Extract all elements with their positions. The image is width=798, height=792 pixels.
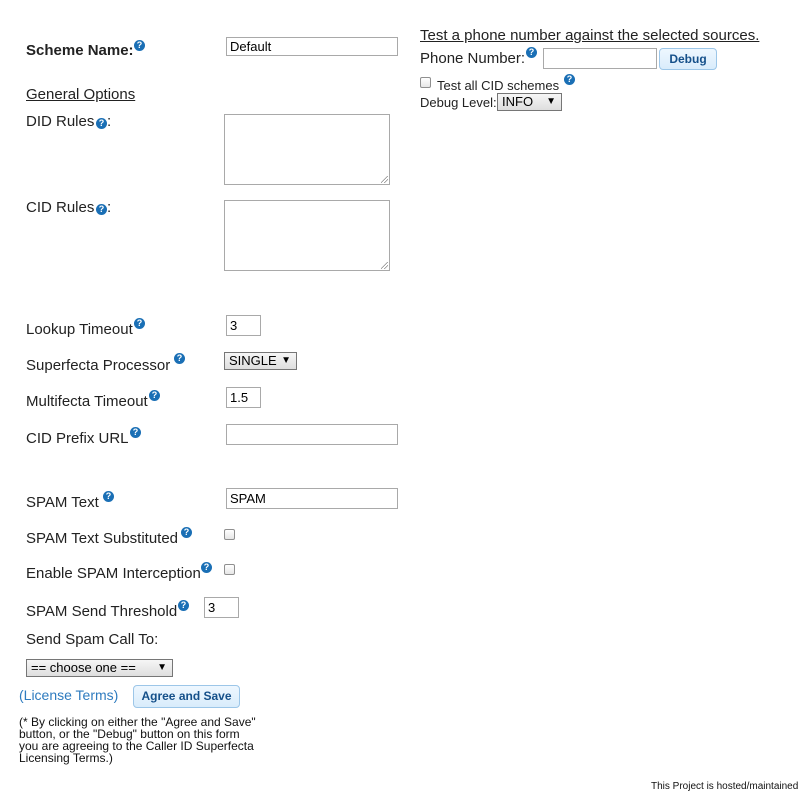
license-notice-line: Licensing Terms.) [19,751,113,765]
scheme-name-help-icon[interactable]: ? [134,40,145,51]
did-rules-label: DID Rules [26,113,95,130]
license-terms-link[interactable]: (License Terms) [19,687,119,703]
test-all-cid-help-icon[interactable]: ? [564,74,575,85]
license-notice-line: you are agreeing to the Caller ID Superfecta [19,739,254,753]
chevron-down-icon: ▼ [546,96,556,107]
multifecta-timeout-label: Multifecta Timeout [26,393,148,410]
cid-rules-textarea[interactable] [224,200,390,271]
agree-and-save-button[interactable]: Agree and Save [133,685,240,708]
did-rules-textarea-wrap[interactable] [224,114,390,185]
license-notice-line: button, or the "Debug" button on this form [19,727,240,741]
cid-rules-colon: : [107,199,112,216]
multifecta-timeout-input[interactable] [226,387,261,408]
scheme-name-label: Scheme Name: [26,42,134,59]
test-all-cid-label: Test all CID schemes [437,78,560,93]
phone-number-label: Phone Number: [420,50,526,67]
test-all-cid-checkbox[interactable] [420,77,431,88]
spam-interception-checkbox[interactable] [224,564,235,575]
cid-rules-help-icon[interactable]: ? [96,204,107,215]
phone-number-help-icon[interactable]: ? [526,47,537,58]
chevron-down-icon: ▼ [157,662,167,673]
lookup-timeout-label: Lookup Timeout [26,321,133,338]
phone-number-input[interactable] [543,48,657,69]
spam-interception-label: Enable SPAM Interception [26,565,201,582]
debug-panel-heading: Test a phone number against the selected sources. [420,27,760,44]
debug-level-label: Debug Level: [420,95,497,110]
spam-text-help-icon[interactable]: ? [103,491,114,502]
send-spam-to-select[interactable] [26,659,173,677]
spam-threshold-label: SPAM Send Threshold [26,603,178,620]
hosted-by-text: This Project is hosted/maintained [651,781,798,792]
general-options-heading: General Options [26,86,136,103]
spam-text-label: SPAM Text [26,494,99,511]
spam-text-substituted-label: SPAM Text Substituted [26,530,179,547]
multifecta-timeout-help-icon[interactable]: ? [149,390,160,401]
cid-rules-textarea-wrap[interactable] [224,200,390,271]
debug-level-value: INFO [502,94,534,109]
debug-level-select[interactable] [497,93,562,111]
lookup-timeout-input[interactable] [226,315,261,336]
superfecta-processor-help-icon[interactable]: ? [174,353,185,364]
scheme-name-input[interactable] [226,37,398,56]
resize-grip-icon[interactable] [381,176,388,183]
send-spam-to-label: Send Spam Call To: [26,631,159,648]
superfecta-processor-value: SINGLE [229,353,277,368]
license-notice [19,716,256,764]
send-spam-to-value: == choose one == [31,660,136,675]
spam-threshold-input[interactable] [204,597,239,618]
superfecta-processor-label: Superfecta Processor [26,357,171,374]
spam-threshold-help-icon[interactable]: ? [178,600,189,611]
chevron-down-icon: ▼ [281,355,291,366]
spam-text-substituted-checkbox[interactable] [224,529,235,540]
license-notice-line: (* By clicking on either the "Agree and Save" [19,715,256,729]
cid-prefix-url-help-icon[interactable]: ? [130,427,141,438]
cid-prefix-url-label: CID Prefix URL [26,430,129,447]
debug-button[interactable]: Debug [659,48,717,70]
resize-grip-icon[interactable] [381,262,388,269]
did-rules-help-icon[interactable]: ? [96,118,107,129]
cid-rules-label: CID Rules [26,199,95,216]
did-rules-colon: : [107,113,112,130]
spam-text-substituted-help-icon[interactable]: ? [181,527,192,538]
spam-text-input[interactable] [226,488,398,509]
spam-interception-help-icon[interactable]: ? [201,562,212,573]
cid-prefix-url-input[interactable] [226,424,398,445]
superfecta-processor-select[interactable] [224,352,297,370]
lookup-timeout-help-icon[interactable]: ? [134,318,145,329]
did-rules-textarea[interactable] [224,114,390,185]
